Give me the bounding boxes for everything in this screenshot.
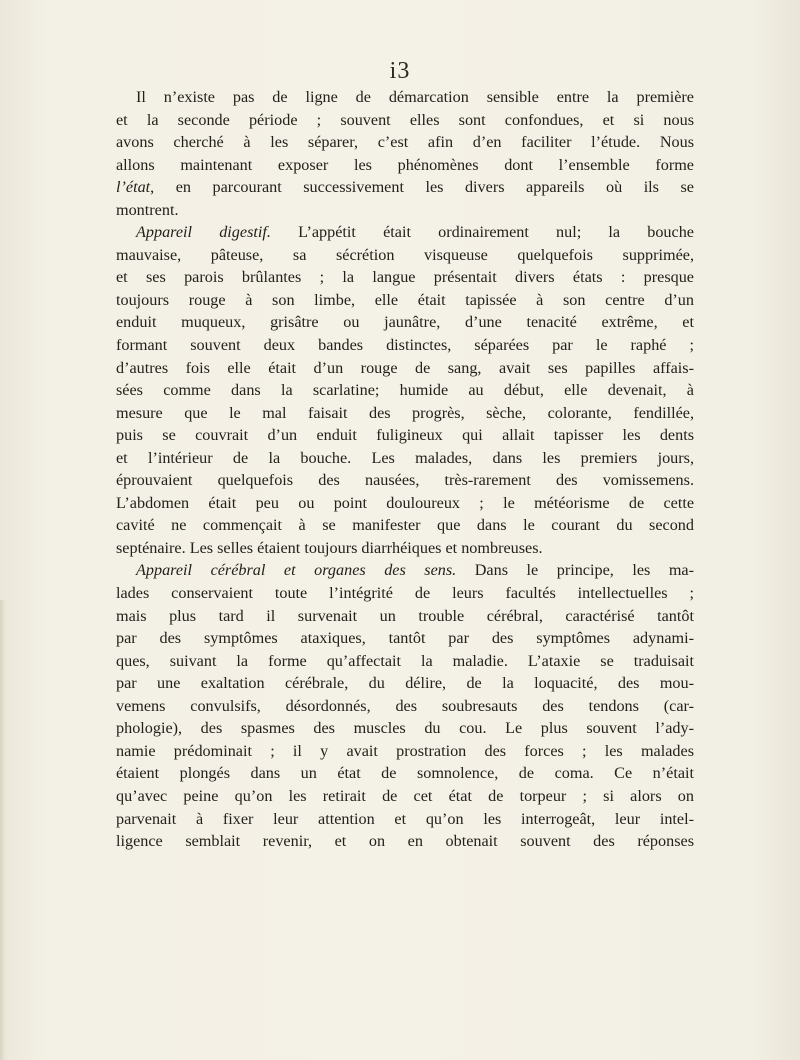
text-line: [116, 582, 694, 605]
text-line: [116, 650, 694, 673]
text-line: [116, 830, 694, 853]
text-run: d’autres fois elle était d’un rouge de sang, avait ses papilles affais-: [116, 358, 694, 377]
italic-run: Appareil cérébral et organes des sens.: [136, 561, 457, 580]
text-line: [116, 514, 694, 537]
text-line: [116, 447, 694, 470]
paragraph: [116, 86, 694, 221]
text-run: vemens convulsifs, désordonnés, des soubresauts des tendons (car-: [116, 696, 694, 715]
italic-run: Appareil digestif.: [136, 223, 271, 242]
text-line: [116, 559, 694, 582]
text-line: [116, 334, 694, 357]
text-run: par des symptômes ataxiques, tantôt par des symptômes adynami-: [116, 629, 694, 648]
text-line: [116, 785, 694, 808]
text-run: namie prédominait ; il y avait prostration des forces ; les malades: [116, 741, 694, 760]
text-line: [116, 627, 694, 650]
body-text: [116, 86, 694, 853]
paragraph: [116, 221, 694, 559]
text-run: L’abdomen était peu ou point douloureux ; le météorisme de cette: [116, 493, 694, 512]
text-run: enduit muqueux, grisâtre ou jaunâtre, d’une tenacité extrême, et: [116, 313, 694, 332]
text-line: [116, 154, 694, 177]
text-line: [116, 740, 694, 763]
text-run: par une exaltation cérébrale, du délire, de la loquacité, des mou-: [116, 674, 694, 693]
text-run: puis se couvrait d’un enduit fuligineux qui allait tapisser les dents: [116, 426, 694, 445]
text-run: qu’avec peine qu’on les retirait de cet état de torpeur ; si alors on: [116, 786, 694, 805]
text-line: [116, 695, 694, 718]
text-line: [116, 605, 694, 628]
text-line: [116, 176, 694, 199]
text-run: montrent.: [116, 200, 179, 219]
text-line: [116, 672, 694, 695]
text-run: mesure que le mal faisait des progrès, sèche, colorante, fendillée,: [116, 403, 694, 422]
text-run: mais plus tard il survenait un trouble cérébral, caractérisé tantôt: [116, 606, 694, 625]
text-run: sées comme dans la scarlatine; humide au début, elle devenait, à: [116, 381, 694, 400]
text-run: et ses parois brûlantes ; la langue présentait divers états : presque: [116, 268, 694, 287]
text-line: [116, 131, 694, 154]
text-line: [116, 402, 694, 425]
text-run: allons maintenant exposer les phénomènes dont l’ensemble forme: [116, 155, 694, 174]
paragraph: [116, 559, 694, 852]
text-line: [116, 311, 694, 334]
text-run: et la seconde période ; souvent elles sont confondues, et si nous: [116, 110, 694, 129]
text-line: [116, 199, 694, 222]
text-run: ques, suivant la forme qu’affectait la maladie. L’ataxie se traduisait: [116, 651, 694, 670]
text-line: [116, 808, 694, 831]
text-run: cavité ne commençait à se manifester que dans le courant du second: [116, 516, 694, 535]
text-run: Dans le principe, les ma-: [456, 561, 694, 580]
text-run: , en parcourant successivement les divers appareils où ils se: [150, 178, 694, 197]
text-run: toujours rouge à son limbe, elle était tapissée à son centre d’un: [116, 290, 694, 309]
text-line: [116, 221, 694, 244]
text-run: L’appétit était ordinairement nul; la bouche: [270, 223, 694, 242]
text-run: éprouvaient quelquefois des nausées, très-rarement des vomissemens.: [116, 471, 694, 490]
text-line: [116, 469, 694, 492]
text-line: [116, 266, 694, 289]
page-edge-shadow: [0, 600, 6, 1060]
text-run: avons cherché à les séparer, c’est afin d’en faciliter l’étude. Nous: [116, 133, 694, 152]
text-line: [116, 492, 694, 515]
text-line: [116, 424, 694, 447]
text-run: septénaire. Les selles étaient toujours diarrhéiques et nombreuses.: [116, 538, 543, 557]
text-line: [116, 762, 694, 785]
text-run: étaient plongés dans un état de somnolence, de coma. Ce n’était: [116, 764, 694, 783]
text-run: phologie), des spasmes des muscles du cou. Le plus souvent l’ady-: [116, 719, 694, 738]
text-run: parvenait à fixer leur attention et qu’on les interrogeât, leur intel-: [116, 809, 694, 828]
text-line: [116, 289, 694, 312]
text-run: formant souvent deux bandes distinctes, séparées par le raphé ;: [116, 336, 694, 355]
text-run: ligence semblait revenir, et on en obtenait souvent des réponses: [116, 832, 694, 851]
page-number: i3: [389, 58, 411, 84]
text-line: [116, 537, 694, 560]
text-run: et l’intérieur de la bouche. Les malades, dans les premiers jours,: [116, 448, 694, 467]
text-line: [116, 717, 694, 740]
text-run: lades conservaient toute l’intégrité de leurs facultés intellectuelles ;: [116, 584, 694, 603]
text-line: [116, 379, 694, 402]
text-run: Il n’existe pas de ligne de démarcation sensible entre la première: [136, 88, 694, 106]
italic-run: l’état: [116, 178, 151, 197]
text-run: mauvaise, pâteuse, sa sécrétion visqueuse quelquefois supprimée,: [116, 245, 694, 264]
text-line: [116, 109, 694, 132]
text-line: [116, 244, 694, 267]
text-line: [116, 86, 694, 109]
text-line: [116, 357, 694, 380]
